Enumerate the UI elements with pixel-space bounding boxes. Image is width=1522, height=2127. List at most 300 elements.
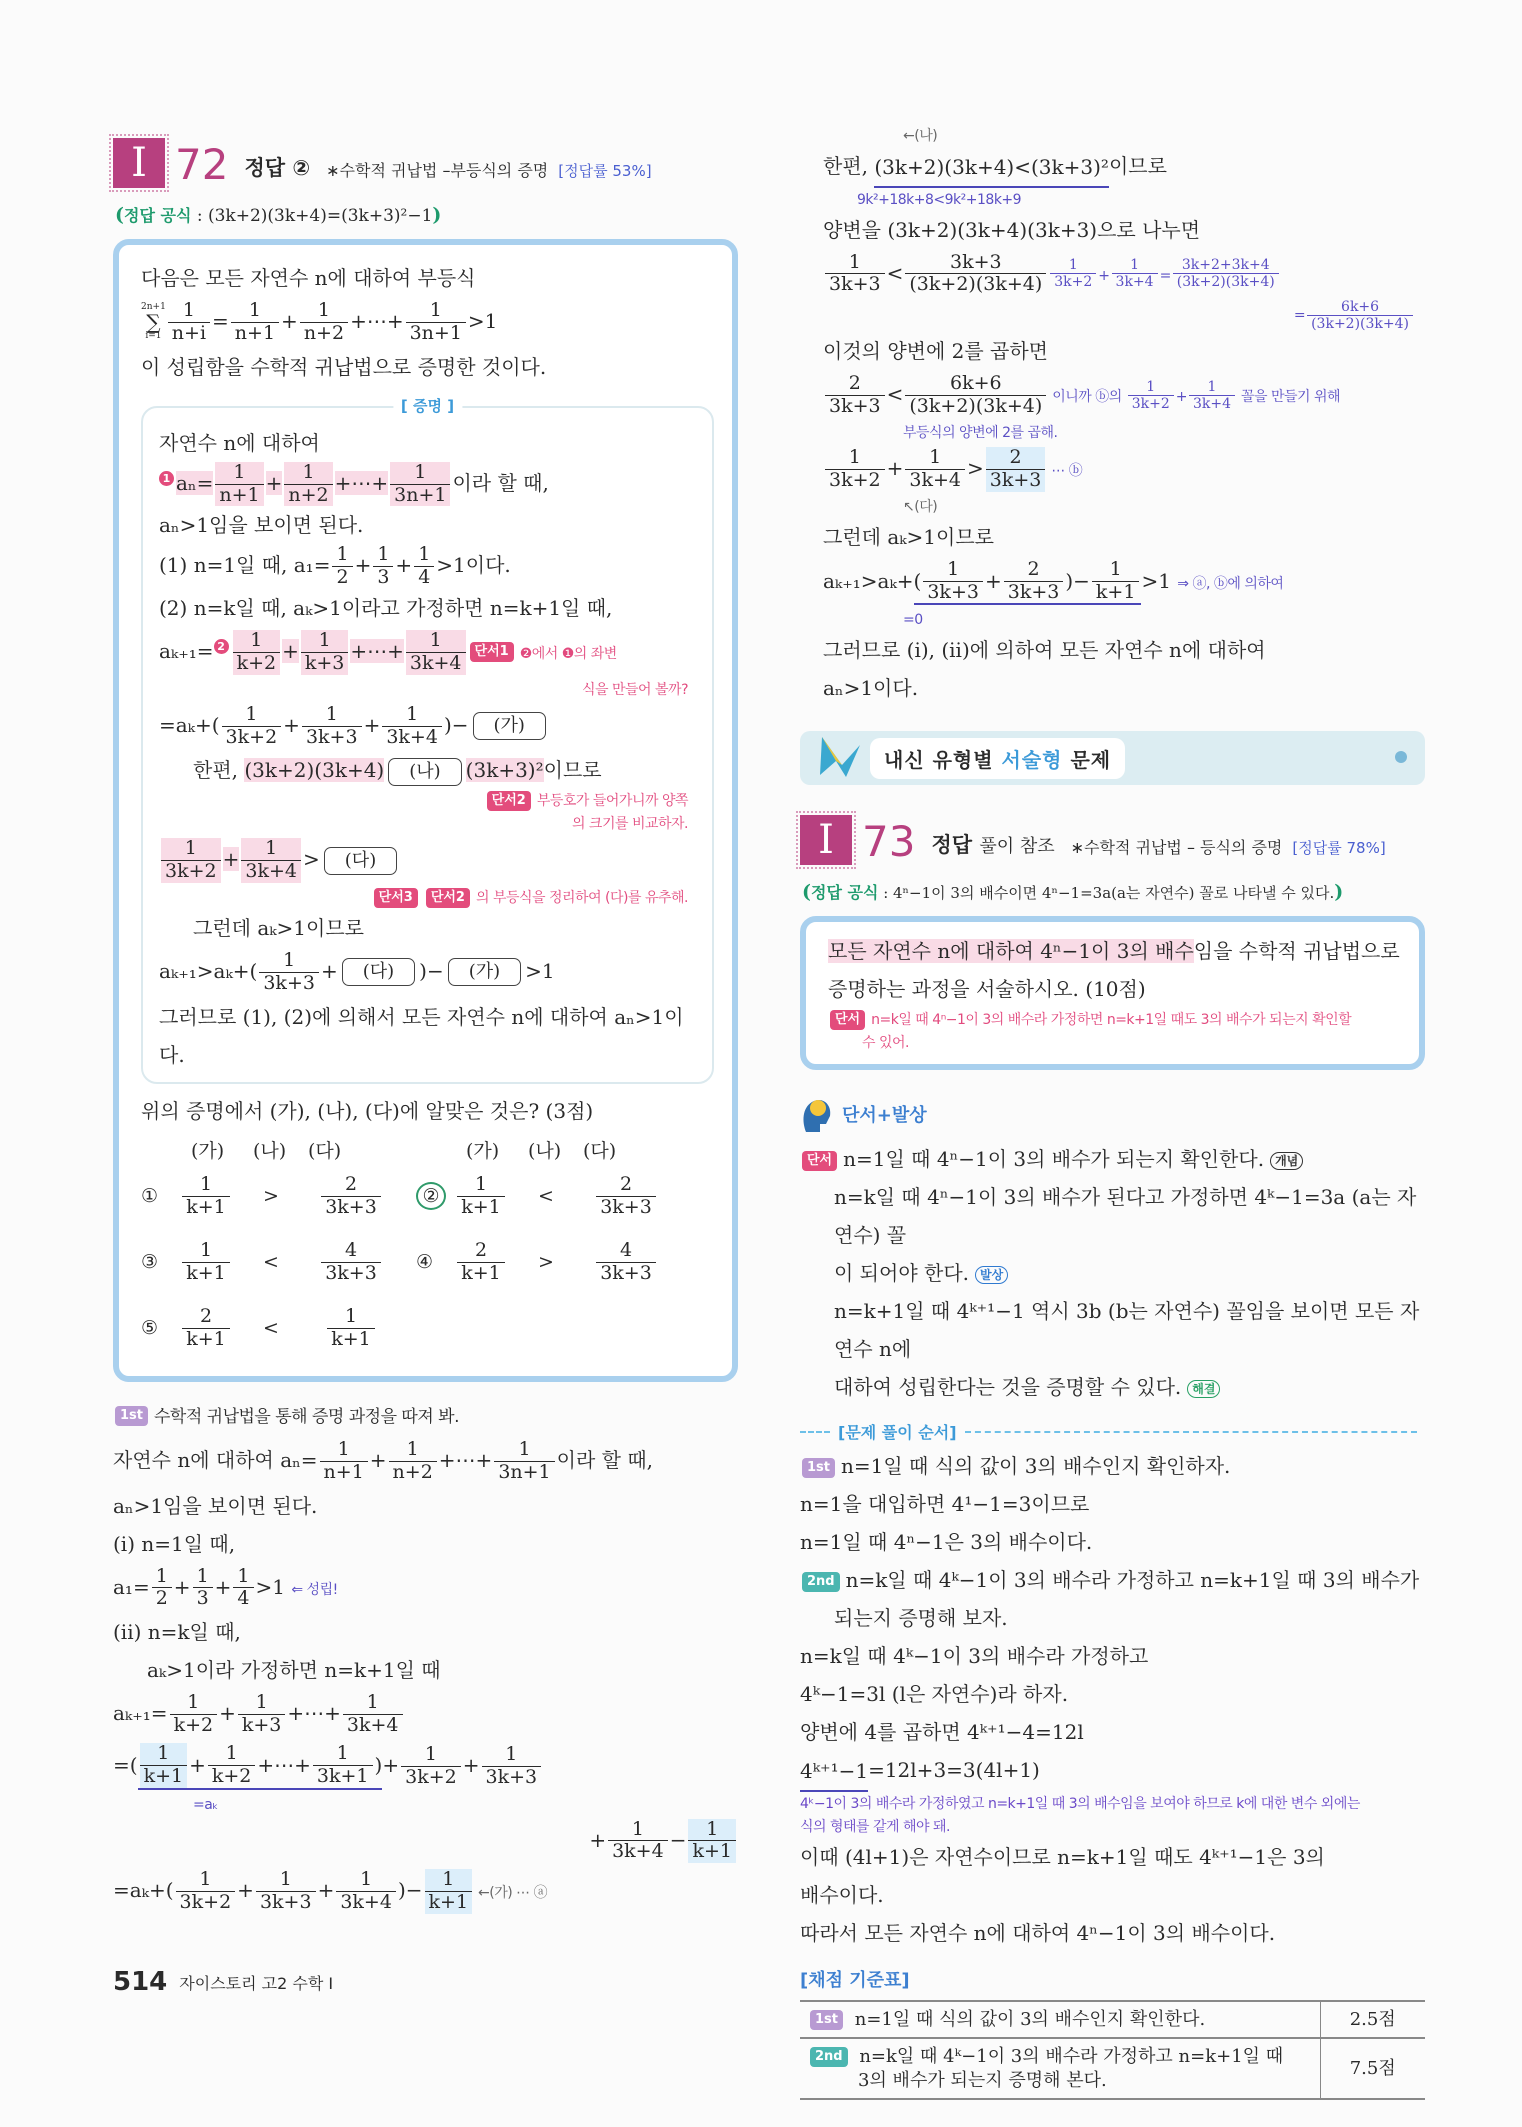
- question-number: 73: [862, 817, 916, 867]
- annotation: ←(나): [903, 128, 938, 144]
- hint-tag: 단서2: [487, 791, 531, 811]
- hint-tag: 단서2: [426, 888, 470, 908]
- math-text: +: [320, 958, 338, 983]
- numerator: 1: [231, 300, 279, 323]
- numerator: 1: [414, 544, 434, 567]
- fraction: [986, 447, 1046, 492]
- numerator: 1: [140, 1743, 188, 1766]
- text-line: [800, 1838, 1425, 1876]
- denominator: k+1: [428, 1891, 469, 1914]
- fraction: [382, 704, 442, 749]
- banner-title: [870, 738, 1125, 779]
- highlighted-text: +⋯+: [334, 470, 389, 495]
- text-line: [113, 1866, 738, 1917]
- math-text: +: [173, 1574, 191, 1599]
- fraction: [241, 838, 301, 883]
- math-text: −: [669, 1827, 687, 1852]
- fraction: [482, 1744, 542, 1789]
- text-line: [823, 669, 1425, 707]
- fraction: [321, 1174, 381, 1219]
- numerator: 1: [343, 1692, 403, 1715]
- numerator: 1: [256, 1869, 316, 1892]
- choice-5[interactable]: [141, 1306, 401, 1351]
- math-text: aₖ₊₁>aₖ+: [823, 568, 914, 593]
- annotation: +: [1098, 267, 1110, 284]
- slot-ga: [171, 1174, 241, 1219]
- denominator: 3k+4: [346, 1714, 399, 1737]
- fraction: [1189, 379, 1235, 412]
- math-text: =12l+3=3(4l+1): [868, 1758, 1040, 1783]
- hint-tag: 1st: [115, 1406, 148, 1426]
- text-line: [800, 1178, 1425, 1254]
- step-tag: 1st: [810, 2010, 843, 2030]
- denominator: k+1: [331, 1327, 371, 1350]
- unit-badge: I: [800, 815, 852, 865]
- math-text: +⋯+: [257, 1753, 311, 1778]
- q72-header: [113, 138, 738, 188]
- relation-sign: >: [538, 1251, 554, 1274]
- numerator: 1: [259, 950, 319, 973]
- denominator: 3k+4: [1115, 274, 1154, 291]
- numerator: 1: [389, 1439, 437, 1462]
- table-row: [800, 2038, 1425, 2099]
- math-text: +: [317, 1878, 335, 1903]
- numerator: 1: [215, 462, 263, 485]
- denominator: k+1: [186, 1327, 226, 1350]
- text-line: [823, 444, 1425, 495]
- numerator: 6k+6: [905, 373, 1046, 396]
- fraction: [256, 1869, 316, 1914]
- sum-upper: 2n+1: [141, 302, 166, 313]
- denominator: 3k+3: [927, 580, 979, 603]
- denominator: k+2: [173, 1714, 214, 1737]
- solution-72-continued: [800, 124, 1425, 707]
- criterion: n=1일 때 식의 값이 3의 배수인지 확인한다.: [854, 2008, 1206, 2030]
- fraction: [182, 1240, 230, 1285]
- points: 7.5점: [1320, 2038, 1425, 2099]
- denominator: 3k+2: [405, 1765, 457, 1788]
- numerator: 1: [382, 704, 442, 727]
- math-text: 되는지 증명해 보자.: [834, 1606, 1008, 1631]
- numerator: 2: [321, 1174, 381, 1197]
- denominator: k+3: [304, 651, 345, 674]
- denominator: 4: [418, 566, 431, 589]
- text-line: [828, 932, 1403, 970]
- fraction: [152, 1566, 172, 1611]
- fraction: [233, 1566, 253, 1611]
- unit-badge: I: [113, 138, 165, 188]
- fraction: [176, 1869, 236, 1914]
- numerator: 1: [608, 1819, 668, 1842]
- math-text: <: [886, 382, 904, 407]
- text-line: [823, 332, 1425, 370]
- text-line: [800, 1675, 1425, 1713]
- denominator: 3k+2: [179, 1891, 232, 1914]
- header-na: (나): [528, 1139, 562, 1162]
- math-text: aₙ>1임을 보이면 된다.: [113, 1493, 318, 1518]
- denominator: 2: [155, 1587, 168, 1610]
- step-marker: 1: [159, 471, 174, 486]
- math-text: )−: [397, 1878, 423, 1903]
- text-line: [800, 1599, 1425, 1637]
- fraction: [389, 1439, 437, 1484]
- math-text: 다음은 모든 자연수 n에 대하여 부등식: [141, 266, 476, 290]
- denominator: 3n+1: [394, 483, 447, 506]
- math-text: +⋯+: [438, 1447, 493, 1472]
- question-number: 72: [175, 140, 229, 189]
- proof-body: [159, 424, 698, 1074]
- math-text: (: [913, 569, 922, 594]
- hint-tag: 단서: [830, 1010, 865, 1030]
- page-number: 514: [113, 1966, 168, 1997]
- numerator: 1: [336, 1869, 396, 1892]
- annotation: n=k일 때 4ⁿ−1이 3의 배수라 가정하면 n=k+1일 때도 3의 배수가 되는지 확인할: [871, 1012, 1352, 1029]
- fraction: [373, 544, 393, 589]
- numerator: 1: [182, 1240, 230, 1263]
- denominator: 3k+4: [909, 468, 962, 491]
- numerator: 4: [596, 1240, 656, 1263]
- fraction: [238, 1692, 286, 1737]
- math-text: +⋯+: [287, 1701, 341, 1726]
- text-line: [823, 518, 1425, 556]
- annotation: =: [1293, 307, 1306, 324]
- denominator: 3: [196, 1587, 209, 1610]
- annotation: 꼴을 만들기 위해: [1237, 389, 1341, 406]
- fraction: [905, 252, 1046, 297]
- text-line: [113, 1563, 738, 1614]
- hint-tag: 1st: [802, 1458, 835, 1478]
- lightbulb-head-icon: [800, 1094, 834, 1134]
- choice-3[interactable]: [141, 1240, 401, 1285]
- denominator: k+2: [236, 651, 277, 674]
- numerator: 1: [923, 559, 983, 582]
- fraction: [140, 1743, 188, 1788]
- choice-1[interactable]: [141, 1174, 401, 1219]
- math-text: +: [219, 1701, 236, 1726]
- denominator: 2: [336, 566, 349, 589]
- text-line: [823, 495, 1425, 518]
- text-line: [159, 506, 698, 544]
- denominator: 3k+3: [325, 1195, 377, 1218]
- criterion: n=k일 때 4ᵏ−1이 3의 배수라 가정하고 n=k+1일 때: [859, 2046, 1284, 2068]
- underlined-expression: [138, 1743, 383, 1790]
- compass-icon: [816, 735, 866, 781]
- fraction: [390, 462, 450, 507]
- fraction: [182, 1306, 230, 1351]
- denominator: k+1: [461, 1195, 501, 1218]
- dot-decoration: [1395, 751, 1407, 763]
- math-text: +: [354, 553, 372, 578]
- fraction: [457, 1240, 505, 1285]
- denominator: k+1: [186, 1195, 226, 1218]
- math-text: +: [462, 1752, 480, 1777]
- header-da: (다): [308, 1139, 342, 1162]
- solution-72: [113, 1396, 738, 1917]
- math-text: 이라 할 때,: [452, 470, 549, 495]
- numerator: 1: [825, 252, 885, 275]
- fraction: [320, 1439, 368, 1484]
- math-text: aₙ>1이다.: [823, 676, 919, 701]
- denominator: k+1: [1095, 580, 1136, 603]
- denominator: 3k+3: [1007, 580, 1060, 603]
- text-line: [159, 835, 698, 886]
- slot-ga: [171, 1306, 241, 1351]
- fraction: [170, 1692, 218, 1737]
- numerator: 1: [208, 1743, 256, 1766]
- highlighted-text: (3k+2)(3k+4): [244, 758, 385, 783]
- text-line: [159, 812, 698, 835]
- relation-sign: <: [263, 1317, 279, 1340]
- fraction: [1004, 559, 1064, 604]
- math-text: =: [212, 308, 229, 333]
- math-text: 이므로: [1108, 154, 1167, 178]
- text-line: [159, 678, 698, 701]
- math-text: aₖ₊₁=: [159, 638, 214, 663]
- annotation: 수학적 귀납법을 통해 증명 과정을 따져 봐.: [154, 1406, 460, 1427]
- numerator: 2: [1004, 559, 1064, 582]
- numerator: 1: [406, 300, 466, 323]
- topic: ∗수학적 귀납법 –부등식의 증명: [326, 161, 549, 180]
- math-text: aₖ₊₁>aₖ+(: [159, 958, 258, 983]
- text-line: [159, 998, 698, 1074]
- text-line: [159, 886, 698, 909]
- header-na: (나): [253, 1139, 287, 1162]
- denominator: 3k+3: [829, 395, 881, 418]
- text-line: [800, 1368, 1425, 1406]
- text-line: [800, 1485, 1425, 1523]
- text-line: [800, 1292, 1425, 1368]
- math-text: n=k일 때 4ᵏ−1이 3의 배수라 가정하고: [800, 1644, 1149, 1669]
- problem-text: [141, 259, 714, 386]
- math-text: n=k+1일 때 4ᵏ⁺¹−1 역시 3b (b는 자연수) 꼴임을 보이면 모든 자연수 n에: [834, 1299, 1420, 1362]
- text-line: [113, 1613, 738, 1651]
- slot-ga: [446, 1174, 516, 1219]
- denominator: 3k+2: [225, 725, 278, 748]
- denominator: 3k+4: [245, 860, 298, 883]
- fraction: [1050, 257, 1096, 290]
- numerator: 1: [176, 1869, 236, 1892]
- math-text: n=k일 때 4ᵏ−1이 3의 배수라 가정하고 n=k+1일 때 3의 배수가: [845, 1568, 1420, 1593]
- denominator: n+1: [234, 321, 276, 344]
- math-text: (3k+2)(3k+4)<(3k+3)²: [874, 154, 1109, 179]
- annotation: 9k²+18k+8<9k²+18k+9: [857, 191, 1022, 208]
- relation-sign: <: [538, 1185, 554, 1208]
- denominator: 3k+3: [305, 725, 358, 748]
- highlighted-text: +: [222, 847, 240, 872]
- numerator: 1: [482, 1744, 542, 1767]
- fraction: [222, 704, 282, 749]
- choice-number: ②: [416, 1182, 446, 1210]
- text-line: [113, 1396, 738, 1436]
- text-line: [113, 1651, 738, 1689]
- stage-badge: 해결: [1187, 1380, 1220, 1398]
- denominator: (3k+2)(3k+4): [909, 273, 1043, 296]
- math-text: 그러므로 (1), (2)에 의해서 모든 자연수 n에 대하여 aₙ>1이다.: [159, 1004, 684, 1067]
- fraction: [321, 1240, 381, 1285]
- denominator: n+2: [303, 321, 345, 344]
- q73-header: [800, 815, 1425, 865]
- hint-tag: 단서1: [470, 642, 514, 662]
- fraction: [1092, 559, 1140, 604]
- step-marker: 2: [214, 639, 229, 654]
- fraction: [414, 544, 434, 589]
- numerator: 1: [825, 447, 885, 470]
- text-line: [159, 627, 698, 678]
- slot-da: [301, 1306, 401, 1351]
- denominator: 3k+3: [600, 1195, 652, 1218]
- numerator: 1: [1112, 257, 1158, 274]
- text-line: [823, 556, 1425, 609]
- text-line: [159, 947, 698, 998]
- problem-box-73: [800, 916, 1425, 1070]
- math-text: 자연수 n에 대하여: [159, 430, 320, 455]
- denominator: (3k+2)(3k+4): [1176, 274, 1275, 291]
- scoring-table: [800, 2000, 1425, 2100]
- fraction: [215, 462, 263, 507]
- section-banner: [800, 731, 1425, 785]
- text-line: [113, 1740, 738, 1793]
- annotation: ❷에서 ❶의 좌변: [519, 645, 617, 662]
- math-text: +: [369, 1447, 387, 1472]
- numerator: 2: [825, 373, 885, 396]
- math-text: =aₖ+(: [159, 712, 220, 737]
- fraction: [302, 704, 362, 749]
- proof-box: [141, 396, 714, 1084]
- fraction: [825, 373, 885, 418]
- choices: [141, 1130, 714, 1366]
- math-text: 이라 할 때,: [556, 1447, 654, 1472]
- text-line: [823, 370, 1425, 421]
- problem-box-72: [113, 239, 738, 1382]
- math-text: >1: [1141, 568, 1178, 593]
- numerator: 1: [302, 704, 362, 727]
- denominator: 3k+4: [386, 725, 438, 748]
- numerator: 4: [321, 1240, 381, 1263]
- choice-number: ①: [141, 1185, 159, 1208]
- annotation: 4ᵏ−1이 3의 배수라 가정하였고 n=k+1일 때 3의 배수임을 보여야 하므로 k에 대한 변수 외에는: [800, 1795, 1360, 1812]
- numerator: 2: [596, 1174, 656, 1197]
- denominator: 3k+3: [263, 971, 315, 994]
- annotation: 이니까 ⓑ의: [1048, 389, 1126, 406]
- text-line: [113, 1816, 738, 1867]
- annotation: 식의 형태를 같게 해야 돼.: [800, 1818, 950, 1835]
- hint-tag: 단서3: [374, 888, 418, 908]
- numerator: 1: [241, 838, 301, 861]
- choice-number: ④: [416, 1251, 434, 1274]
- highlighted-text: (3k+3)²: [465, 758, 544, 783]
- numerator: 2: [182, 1306, 230, 1329]
- denominator: 3k+1: [316, 1764, 369, 1787]
- answer-blank-box: (나): [388, 758, 461, 786]
- text-line: [159, 544, 698, 589]
- formula-text: : (3k+2)(3k+4)=(3k+3)²−1: [196, 206, 433, 226]
- annotation: =aₖ: [193, 1796, 218, 1813]
- numerator: 2: [986, 447, 1046, 470]
- underlined-expression: [874, 148, 1109, 188]
- numerator: 1: [390, 462, 450, 485]
- text-line: [823, 249, 1425, 300]
- numerator: 1: [238, 1692, 286, 1715]
- math-text: 그런데 aₖ>1이므로: [823, 524, 994, 549]
- highlighted-text: 모든 자연수 n에 대하여 4ⁿ−1이 3의 배수: [828, 939, 1194, 964]
- numerator: 1: [182, 1174, 230, 1197]
- relation-sign: <: [263, 1251, 279, 1274]
- annotation: 부등식의 양변에 2를 곱해.: [903, 425, 1058, 442]
- fraction: [343, 1692, 403, 1737]
- numerator: 1: [688, 1819, 736, 1842]
- fraction: [608, 1819, 668, 1864]
- choice-header-right: [466, 1136, 616, 1163]
- highlighted-text: aₙ=: [176, 470, 214, 495]
- numerator: 3k+3: [905, 252, 1046, 275]
- numerator: 1: [1050, 257, 1096, 274]
- fraction: [596, 1240, 656, 1285]
- denominator: (3k+2)(3k+4): [1311, 316, 1409, 333]
- question-text: 위의 증명에서 (가), (나), (다)에 알맞은 것은? (3점): [141, 1098, 594, 1123]
- slot-ga: [171, 1240, 241, 1285]
- fraction: [494, 1439, 554, 1484]
- math-text: 이 성립함을 수학적 귀납법으로 증명한 것이다.: [141, 354, 547, 379]
- text-line: [141, 348, 714, 386]
- right-column: [800, 124, 1425, 2100]
- hint-tag: 2nd: [802, 1572, 840, 1592]
- choice-2[interactable]: [416, 1174, 676, 1219]
- math-text: +: [395, 553, 413, 578]
- math-text: 한편,: [823, 154, 875, 178]
- math-text: +: [214, 1574, 232, 1599]
- choice-4[interactable]: [416, 1240, 676, 1285]
- denominator: n+i: [171, 321, 207, 344]
- book-title: 자이스토리 고2 수학 Ⅰ: [179, 1973, 334, 1993]
- numerator: 1: [161, 838, 221, 861]
- text-line: [159, 751, 698, 789]
- correct-rate: [정답률 78%]: [1292, 839, 1386, 858]
- math-text: aₙ>1임을 보이면 된다.: [159, 513, 364, 538]
- denominator: k+2: [211, 1764, 252, 1787]
- text-line: [823, 608, 1425, 631]
- sigma-icon: ∑: [146, 310, 161, 335]
- fraction: [1307, 299, 1413, 332]
- header-ga: (가): [466, 1139, 500, 1162]
- fraction: [457, 1174, 505, 1219]
- denominator: k+1: [461, 1261, 501, 1284]
- points: 2.5점: [1320, 2001, 1425, 2038]
- fraction: [905, 447, 965, 492]
- math-text: 이므로: [543, 758, 602, 783]
- math-text: n=1일 때 식의 값이 3의 배수인지 확인하자.: [841, 1454, 1231, 1479]
- text-line: [823, 421, 1425, 444]
- highlighted-text: +: [265, 470, 283, 495]
- math-text: 대하여 성립한다는 것을 증명할 수 있다.: [834, 1375, 1182, 1400]
- fraction: [425, 1869, 473, 1914]
- math-text: a₁=: [113, 1574, 150, 1599]
- fraction: [825, 447, 885, 492]
- math-text: +: [189, 1753, 206, 1778]
- numerator: 1: [222, 704, 282, 727]
- slot-da: [301, 1174, 401, 1219]
- math-text: +: [363, 712, 381, 737]
- denominator: 3k+3: [829, 273, 881, 296]
- math-text: 양변을 (3k+2)(3k+4)(3k+3)으로 나누면: [823, 217, 1201, 242]
- numerator: 1: [300, 300, 348, 323]
- math-text: +: [589, 1827, 607, 1852]
- text-line: [800, 1792, 1425, 1815]
- fraction: [301, 630, 349, 675]
- steps: [800, 1447, 1425, 1952]
- fraction: [193, 1566, 213, 1611]
- math-text: 이것의 양변에 2를 곱하면: [823, 339, 1048, 364]
- answer-blank-box: (가): [448, 958, 521, 986]
